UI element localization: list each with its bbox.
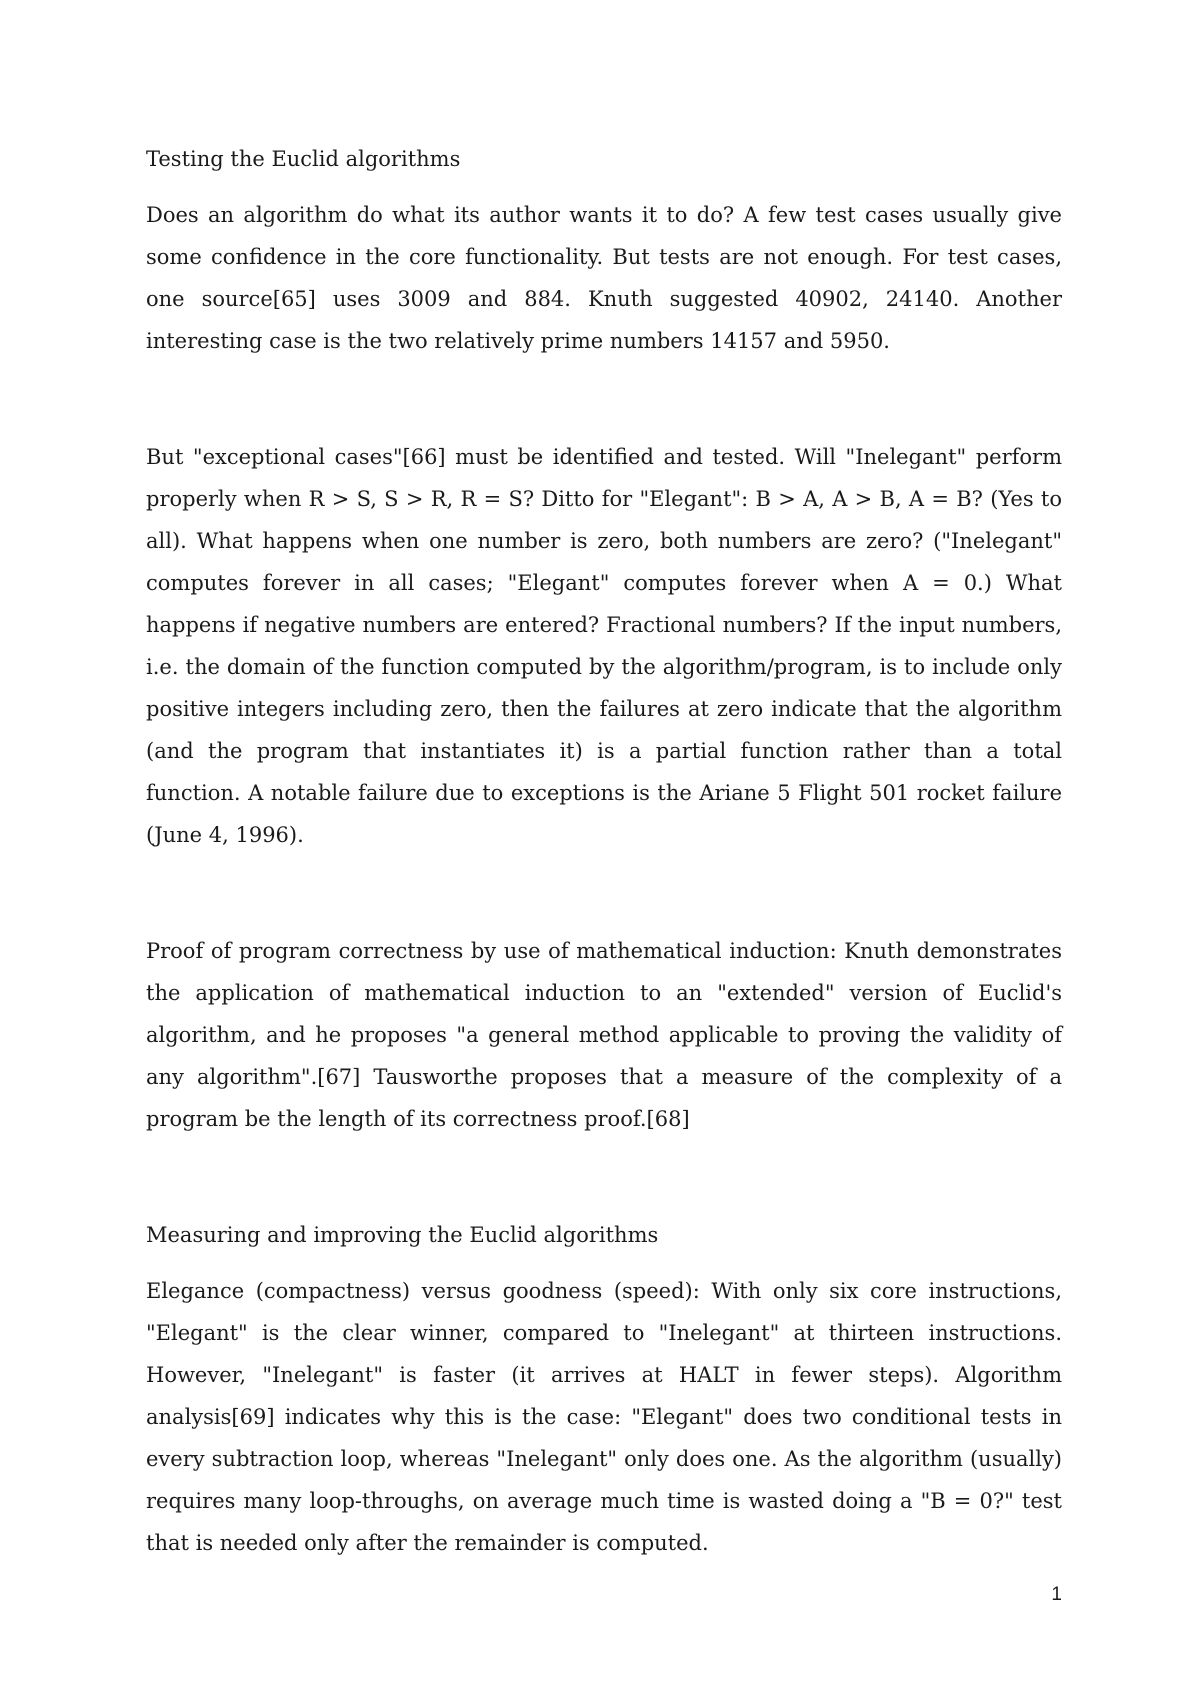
document-body	[146, 138, 1062, 1564]
paragraph-test-cases: Does an algorithm do what its author wants it to do? A few test cases usually give some confidence in the core functionality. But tests are not enough. For test cases, one source[65] uses 3009 and 884. Knuth suggested 40902, 24140. Another interesting case is the two relatively prime numbers 14157 and 5950.	[146, 203, 1062, 353]
section-spacer	[146, 1140, 1062, 1214]
paragraph-spacer	[146, 362, 1062, 436]
paragraph-elegance-vs-goodness: Elegance (compactness) versus goodness (speed): With only six core instructions, "Elegant" is the clear winner, compared to "Inelegant" at thirteen instructions. However, "Inelegant" is faster (it arrives at HALT in fewer steps). Algorithm analysis[69] indicates why this is the case: "Elegant" does two conditional tests in every subtraction loop, whereas "Inelegant" only does one. As the algorithm (usually) requires many loop-throughs, on average much time is wasted doing a "B = 0?" test that is needed only after the remainder is computed.	[146, 1279, 1062, 1555]
paragraph-spacer	[146, 856, 1062, 930]
paragraph-proof-correctness: Proof of program correctness by use of mathematical induction: Knuth demonstrates the application of mathematical induction to an "extended" version of Euclid's algorithm, and he proposes "a general method applicable to proving the validity of any algorithm".[67] Tausworthe proposes that a measure of the complexity of a program be the length of its correctness proof.[68]	[146, 939, 1062, 1131]
paragraph-exceptional-cases: But "exceptional cases"[66] must be identified and tested. Will "Inelegant" perform properly when R > S, S > R, R = S? Ditto for "Elegant": B > A, A > B, A = B? (Yes to all). What happens when one number is zero, both numbers are zero? ("Inelegant" computes forever in all cases; "Elegant" computes forever when A = 0.) What happens if negative numbers are entered? Fractional numbers? If the input numbers, i.e. the domain of the function computed by the algorithm/program, is to include only positive integers including zero, then the failures at zero indicate that the algorithm (and the program that instantiates it) is a partial function rather than a total function. A notable failure due to exceptions is the Ariane 5 Flight 501 rocket failure (June 4, 1996).	[146, 445, 1062, 847]
section-heading-testing: Testing the Euclid algorithms	[146, 147, 461, 171]
section-heading-measuring: Measuring and improving the Euclid algorithms	[146, 1223, 659, 1247]
page-number: 1	[1051, 1584, 1062, 1605]
